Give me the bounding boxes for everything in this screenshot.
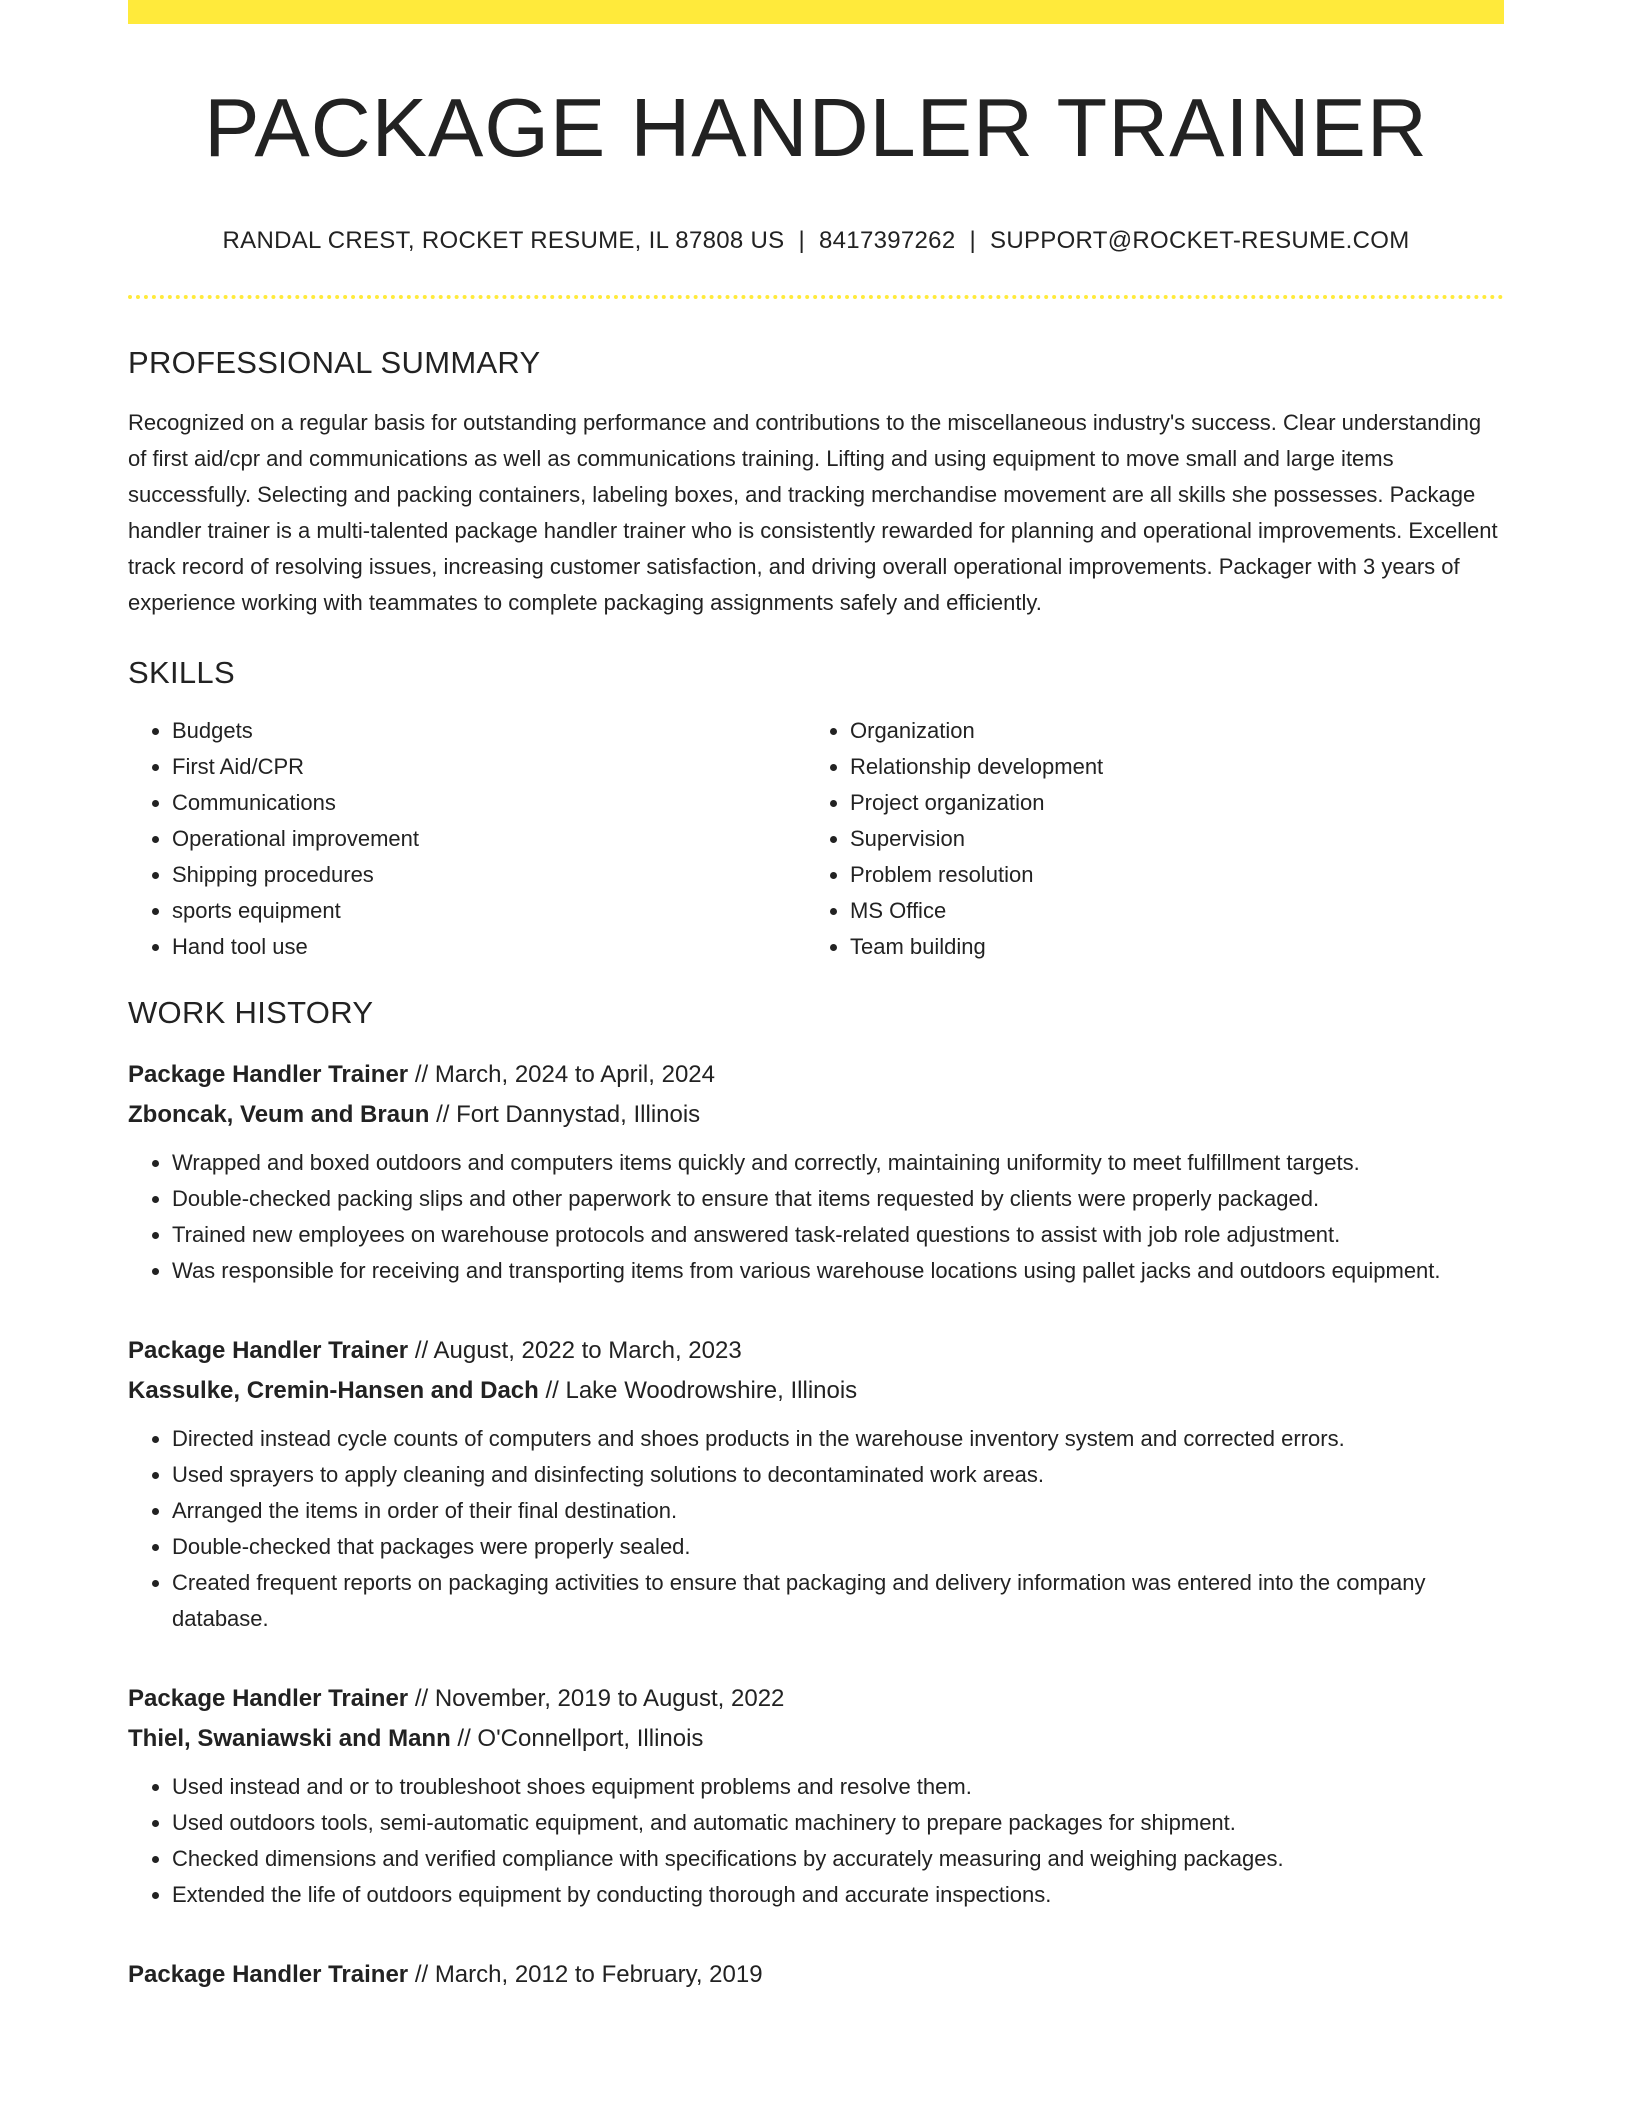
job-bullet: • Directed instead cycle counts of computers and shoes products in the warehouse inventory system and corrected errors.	[172, 1421, 1504, 1457]
job-bullet: • Trained new employees on warehouse protocols and answered task-related questions to assist with job role adjustment.	[172, 1217, 1504, 1253]
skill-item: • sports equipment	[172, 893, 806, 929]
work-history-heading: WORK HISTORY	[128, 995, 374, 1031]
job-bullet: • Used sprayers to apply cleaning and disinfecting solutions to decontaminated work areas.	[172, 1457, 1504, 1493]
job-location: // Lake Woodrowshire, Illinois	[545, 1377, 858, 1405]
skills-heading: SKILLS	[128, 655, 235, 691]
skill-item: • Operational improvement	[172, 821, 806, 857]
job-dates: // August, 2022 to March, 2023	[414, 1337, 742, 1365]
skills-grid	[128, 713, 1504, 965]
job-title: Package Handler Trainer	[128, 1337, 409, 1365]
contact-phone: 8417397262	[819, 227, 956, 255]
resume-page	[128, 0, 1504, 1995]
job-bullet: • Double-checked packing slips and other paperwork to ensure that items requested by clients were properly packaged.	[172, 1181, 1504, 1217]
accent-bar	[128, 0, 1504, 24]
contact-email: SUPPORT@ROCKET-RESUME.COM	[990, 227, 1410, 255]
job-dates: // March, 2024 to April, 2024	[414, 1061, 715, 1089]
job-company-line	[128, 1371, 1504, 1411]
skill-item: • MS Office	[850, 893, 1484, 929]
skill-item: • Hand tool use	[172, 929, 806, 965]
job-bullet: • Wrapped and boxed outdoors and computers items quickly and correctly, maintaining uniformity to meet fulfillment targets.	[172, 1145, 1504, 1181]
job-company: Kassulke, Cremin-Hansen and Dach	[128, 1377, 539, 1405]
job-bullet: • Created frequent reports on packaging activities to ensure that packaging and delivery information was entered into the company database.	[172, 1565, 1504, 1637]
job-title: Package Handler Trainer	[128, 1961, 409, 1989]
job-entry	[128, 1955, 1504, 1995]
contact-address: RANDAL CREST, ROCKET RESUME, IL 87808 US	[222, 227, 785, 255]
skills-column-right	[806, 713, 1484, 965]
skill-item: • Organization	[850, 713, 1484, 749]
skill-item: • Shipping procedures	[172, 857, 806, 893]
job-title-line	[128, 1955, 1504, 1995]
summary-heading: PROFESSIONAL SUMMARY	[128, 345, 541, 381]
job-dates: // November, 2019 to August, 2022	[414, 1685, 785, 1713]
skill-item: • Communications	[172, 785, 806, 821]
job-bullets	[128, 1145, 1504, 1289]
job-bullet: • Used instead and or to troubleshoot shoes equipment problems and resolve them.	[172, 1769, 1504, 1805]
job-bullet: • Used outdoors tools, semi-automatic equipment, and automatic machinery to prepare packages for shipment.	[172, 1805, 1504, 1841]
contact-separator: |	[969, 227, 977, 255]
job-company-line	[128, 1095, 1504, 1135]
job-bullets	[128, 1421, 1504, 1637]
job-entry	[128, 1055, 1504, 1289]
job-title-line	[128, 1331, 1504, 1371]
job-bullet: • Checked dimensions and verified compliance with specifications by accurately measuring and weighing packages.	[172, 1841, 1504, 1877]
skill-item: • Supervision	[850, 821, 1484, 857]
skill-item: • Problem resolution	[850, 857, 1484, 893]
job-company: Zboncak, Veum and Braun	[128, 1101, 430, 1129]
job-dates: // March, 2012 to February, 2019	[414, 1961, 763, 1989]
job-entry	[128, 1679, 1504, 1913]
job-title: Package Handler Trainer	[128, 1685, 409, 1713]
contact-line	[128, 227, 1504, 255]
summary-text: Recognized on a regular basis for outstanding performance and contributions to the miscellaneous industry's success. Clear understanding of first aid/cpr and communications as well as communications training. Lifting and using equipment to move small and large items successfully. Selecting and packing containers, labeling boxes, and tracking merchandise movement are all skills she possesses. Package handler trainer is a multi-talented package handler trainer who is consistently rewarded for planning and operational improvements. Excellent track record of resolving issues, increasing customer satisfaction, and driving overall operational improvements. Packager with 3 years of experience working with teammates to complete packaging assignments safely and efficiently.	[128, 410, 1498, 616]
job-company: Thiel, Swaniawski and Mann	[128, 1725, 451, 1753]
job-title: Package Handler Trainer	[128, 1061, 409, 1089]
contact-separator: |	[798, 227, 805, 255]
job-bullets	[128, 1769, 1504, 1913]
job-bullet: • Arranged the items in order of their final destination.	[172, 1493, 1504, 1529]
resume-title: PACKAGE HANDLER TRAINER	[204, 81, 1428, 174]
job-bullet: • Double-checked that packages were properly sealed.	[172, 1529, 1504, 1565]
skill-item: • Project organization	[850, 785, 1484, 821]
job-entry	[128, 1331, 1504, 1637]
job-bullet: • Was responsible for receiving and transporting items from various warehouse locations using pallet jacks and outdoors equipment.	[172, 1253, 1504, 1289]
job-title-line	[128, 1679, 1504, 1719]
skill-item: • Budgets	[172, 713, 806, 749]
skill-item: • First Aid/CPR	[172, 749, 806, 785]
job-location: // Fort Dannystad, Illinois	[436, 1101, 701, 1129]
job-company-line	[128, 1719, 1504, 1759]
job-title-line	[128, 1055, 1504, 1095]
skill-item: • Relationship development	[850, 749, 1484, 785]
skill-item: • Team building	[850, 929, 1484, 965]
job-location: // O'Connellport, Illinois	[457, 1725, 704, 1753]
dotted-divider	[128, 295, 1504, 299]
skills-column-left	[128, 713, 806, 965]
job-bullet: • Extended the life of outdoors equipment by conducting thorough and accurate inspections.	[172, 1877, 1504, 1913]
